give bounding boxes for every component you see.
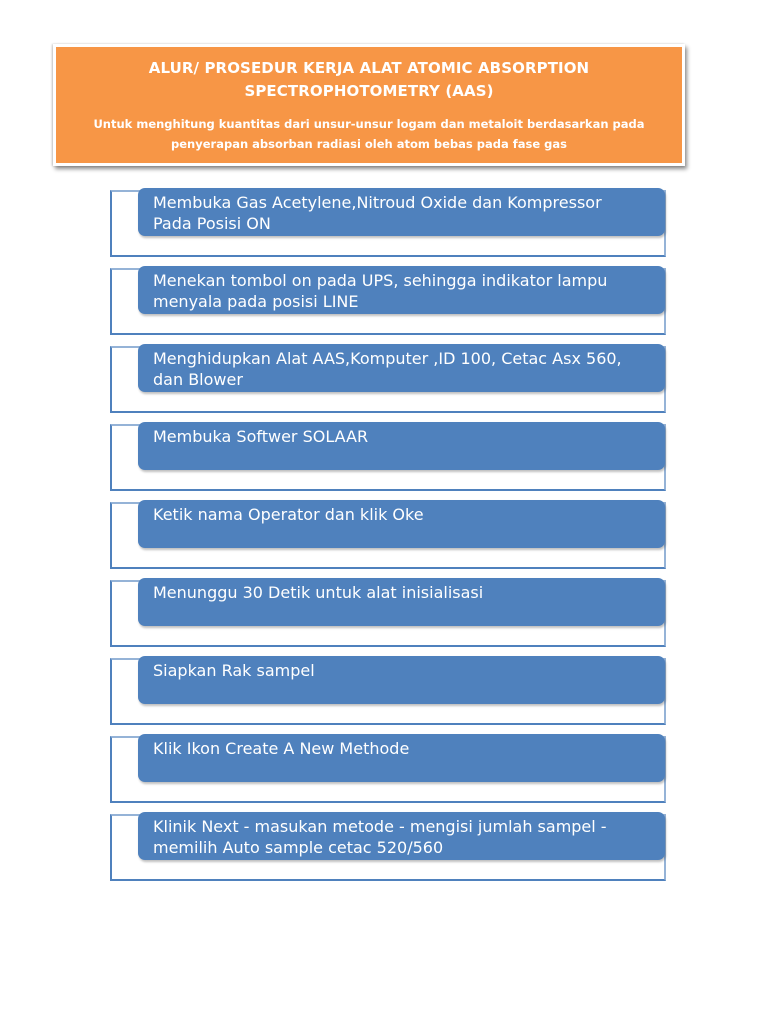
step-box: Membuka Gas Acetylene,Nitroud Oxide dan Kompressor Pada Posisi ON	[138, 188, 665, 236]
step-box: Siapkan Rak sampel	[138, 656, 665, 704]
title-banner	[53, 44, 685, 166]
step-box: Menunggu 30 Detik untuk alat inisialisasi	[138, 578, 665, 626]
step-box: Menghidupkan Alat AAS,Komputer ,ID 100, Cetac Asx 560, dan Blower	[138, 344, 665, 392]
step-box: Membuka Softwer SOLAAR	[138, 422, 665, 470]
step-box: Ketik nama Operator dan klik Oke	[138, 500, 665, 548]
process-step-4	[110, 424, 666, 491]
process-step-9	[110, 814, 666, 881]
process-step-6	[110, 580, 666, 647]
process-step-7	[110, 658, 666, 725]
step-box: Klinik Next - masukan metode - mengisi jumlah sampel - memilih Auto sample cetac 520/560	[138, 812, 665, 860]
diagram-subtitle: Untuk menghitung kuantitas dari unsur-unsur logam dan metaloit berdasarkan pada penyerapan absorban radiasi oleh atom bebas pada fase gas	[93, 117, 645, 151]
process-step-8	[110, 736, 666, 803]
diagram-title: ALUR/ PROSEDUR KERJA ALAT ATOMIC ABSORPTION SPECTROPHOTOMETRY (AAS)	[148, 59, 590, 100]
step-box: Menekan tombol on pada UPS, sehingga indikator lampu menyala pada posisi LINE	[138, 266, 665, 314]
step-box: Klik Ikon Create A New Methode	[138, 734, 665, 782]
process-step-3	[110, 346, 666, 413]
process-step-5	[110, 502, 666, 569]
process-step-2	[110, 268, 666, 335]
process-step-1	[110, 190, 666, 257]
